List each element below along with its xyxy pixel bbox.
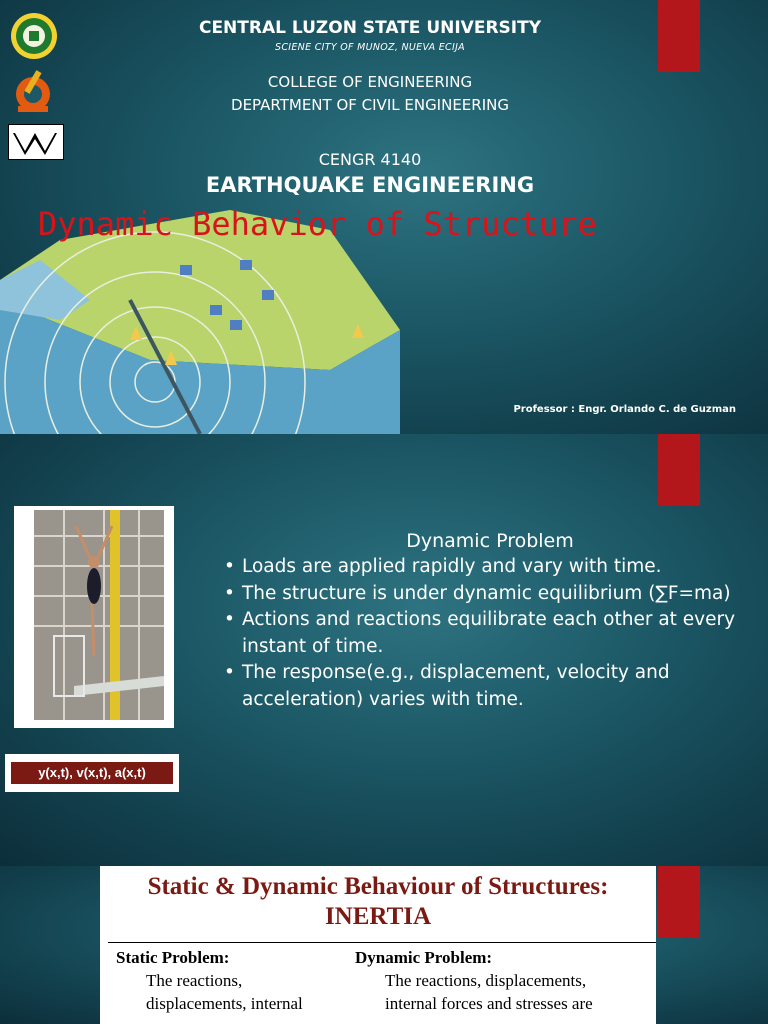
department-logo bbox=[8, 124, 64, 160]
course-name: EARTHQUAKE ENGINEERING bbox=[205, 173, 535, 197]
formula-box bbox=[5, 754, 179, 792]
bullet-item: • The structure is under dynamic equilibrium (∑F=ma) bbox=[222, 581, 752, 608]
dynamic-problem-heading: Dynamic Problem bbox=[406, 530, 574, 552]
panel-title-line1: Static & Dynamic Behaviour of Structures: bbox=[147, 873, 609, 900]
red-tab bbox=[658, 0, 700, 72]
panel-title bbox=[100, 872, 656, 932]
dynamic-column bbox=[355, 946, 655, 1015]
formula-label: y(x,t), v(x,t), a(x,t) bbox=[11, 762, 173, 784]
inertia-panel bbox=[100, 866, 656, 1024]
title-slide bbox=[0, 0, 768, 434]
dynamic-text-2: internal forces and stresses are bbox=[385, 994, 593, 1013]
static-text-2: displacements, internal bbox=[146, 994, 303, 1013]
dynamic-text-1: The reactions, displacements, bbox=[385, 971, 587, 990]
university-name: CENTRAL LUZON STATE UNIVERSITY bbox=[198, 18, 542, 38]
course-code: CENGR 4140 bbox=[318, 150, 422, 169]
bullet-list bbox=[222, 554, 752, 713]
red-tab bbox=[658, 434, 700, 506]
college-gear-logo bbox=[8, 66, 58, 116]
inertia-slide bbox=[0, 866, 768, 1024]
static-text-1: The reactions, bbox=[146, 971, 243, 990]
static-column bbox=[116, 946, 346, 1015]
earthquake-illustration bbox=[0, 210, 400, 434]
dynamic-problem-slide bbox=[0, 434, 768, 866]
professor-name: Professor : Engr. Orlando C. de Guzman bbox=[513, 404, 736, 415]
slide-title: Dynamic Behavior of Structure bbox=[38, 205, 597, 243]
college-name: COLLEGE OF ENGINEERING bbox=[267, 73, 473, 91]
diver-photo bbox=[14, 506, 174, 728]
divider bbox=[108, 942, 656, 943]
dynamic-heading: Dynamic Problem: bbox=[355, 948, 493, 967]
bullet-item: • Actions and reactions equilibrate each other at every instant of time. bbox=[222, 607, 752, 660]
panel-title-line2: INERTIA bbox=[324, 903, 432, 930]
department-name: DEPARTMENT OF CIVIL ENGINEERING bbox=[231, 96, 509, 114]
university-seal-logo bbox=[10, 12, 58, 60]
bullet-item: • Loads are applied rapidly and vary with time. bbox=[222, 554, 752, 581]
red-tab bbox=[658, 866, 700, 938]
static-heading: Static Problem: bbox=[116, 948, 230, 967]
university-city: SCIENE CITY OF MUNOZ, NUEVA ECIJA bbox=[275, 42, 465, 53]
bullet-item: • The response(e.g., displacement, velocity and acceleration) varies with time. bbox=[222, 660, 752, 713]
